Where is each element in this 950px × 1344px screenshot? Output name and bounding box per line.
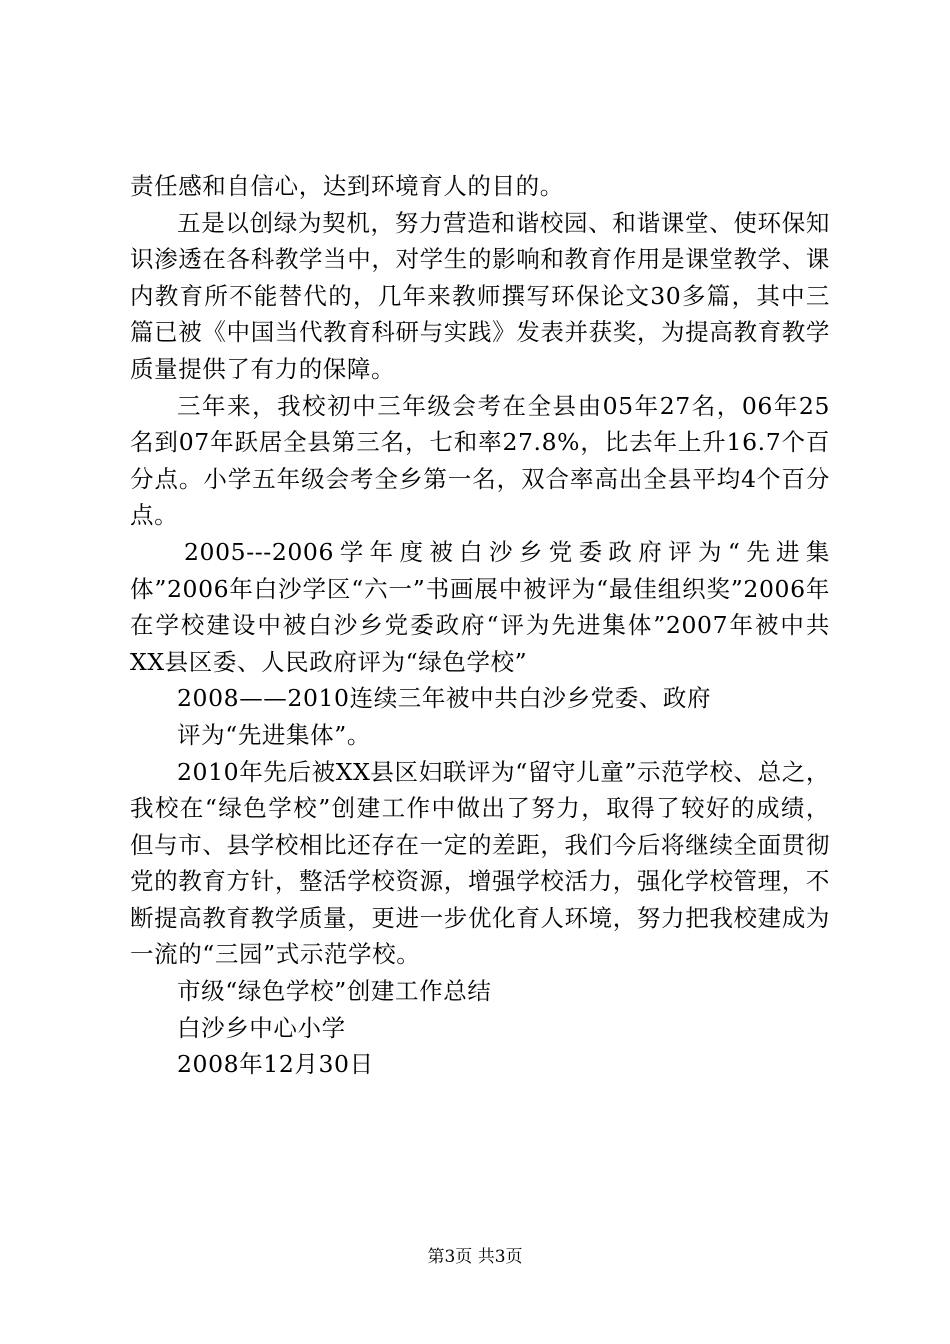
- paragraph-awards-2005-2007: 2005---2006学年度被白沙乡党委政府评为“先进集体”2006年白沙学区“六一”书画展中被评为“最佳组织奖”2006年在学校建设中被白沙乡党委政府“评为先进集体”2007年被中共XX县区委、人民政府评为“绿色学校”: [130, 537, 830, 676]
- document-body: [130, 168, 830, 1083]
- school-name: 白沙乡中心小学: [177, 1013, 346, 1042]
- paragraph-advanced-collective: 评为“先进集体”。: [177, 720, 371, 749]
- document-date: 2008年12月30日: [177, 1050, 374, 1079]
- paragraph-green-campus: 五是以创绿为契机，努力营造和谐校园、和谐课堂、使环保知识渗透在各科教学当中，对学生的影响和教育作用是课堂教学、课内教育所不能替代的，几年来教师撰写环保论文30多篇，其中三篇已被《中国当代教育科研与实践》发表并获奖，为提高教育教学质量提供了有力的保障。: [130, 208, 830, 383]
- paragraph-continuation: 责任感和自信心，达到环境育人的目的。: [130, 172, 564, 200]
- page-footer: 第3页 共3页: [427, 1247, 523, 1267]
- paragraph-summary: 2010年先后被XX县区妇联评为“留守儿童”示范学校、总之，我校在“绿色学校”创建工作中做出了努力，取得了较好的成绩，但与市、县学校相比还存在一定的差距，我们今后将继续全面贯彻党的教育方针，整活学校资源，增强学校活力，强化学校管理，不断提高教育教学质量，更进一步优化育人环境，努力把我校建成为一流的“三园”式示范学校。: [130, 757, 830, 969]
- paragraph-awards-2008-2010: 2008——2010连续三年被中共白沙乡党委、政府: [177, 684, 712, 713]
- document-title-line: 市级“绿色学校”创建工作总结: [177, 977, 492, 1006]
- paragraph-exam-results: 三年来，我校初中三年级会考在全县由05年27名，06年25名到07年跃居全县第三名，七和率27.8%，比去年上升16.7个百分点。小学五年级会考全乡第一名，双合率高出全县平均4个百分点。: [130, 391, 830, 530]
